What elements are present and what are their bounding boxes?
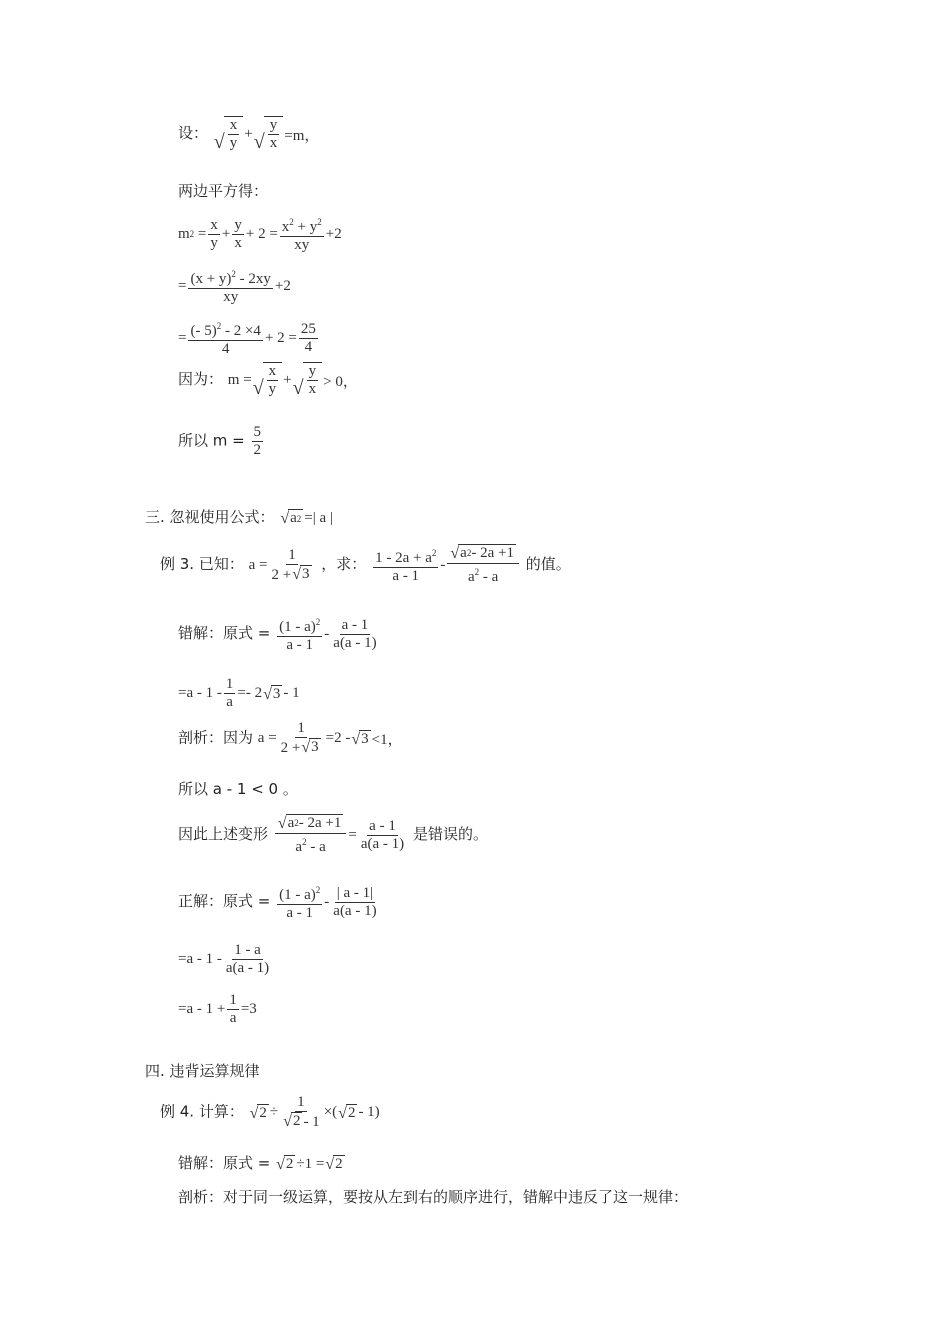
analysis-line-1: 剖析：因为 a = 1 2 + √ 3 =2 - √ 3 <1， xyxy=(178,720,403,756)
correct-solution-line-2: =a - 1 - $\frac{1 - a}{a(a - 1)}$ xyxy=(178,942,270,976)
analysis-4: 剖析：对于同一级运算，要按从左到右的顺序进行，错解中违反了这一规律： xyxy=(178,1188,689,1206)
example-4: 例 4. 计算： √ 2 ÷ 1 √ 2 - 1 ×( √ 2 - 1) xyxy=(160,1094,380,1130)
line-m-squared: m 2 = $\frac{x}{y}$ + $\frac{y}{x}$ + 2 = $\frac{x^2 + y^2}{xy}$ +2 xyxy=(178,214,342,254)
line-so-m: 所以 m = $\frac{5}{2}$ xyxy=(178,424,261,458)
eq-m: =m， xyxy=(284,127,320,144)
wrong-solution-line-2: =a - 1 - $\frac{1}{a}$ =- 2 √ 3 - 1 xyxy=(178,676,300,710)
section-3-heading: 三. 忽视使用公式： √ a 2 =| a | xyxy=(145,508,333,527)
section-4-heading: 四. 违背运算规律 xyxy=(145,1062,260,1080)
correct-solution-line-3: =a - 1 + $\frac{1}{a}$ =3 xyxy=(178,992,257,1026)
text-label: 设： xyxy=(178,124,209,142)
line-because: 因为： m = √ $\frac{x}{y}$ + √ $\frac{y}{x}$ > 0， xyxy=(178,363,358,399)
sqrt-x-over-y: √ $\frac{x}{y}$ xyxy=(214,116,243,152)
wrong-solution-4: 错解：原式 = √ 2 ÷1 = √ 2 xyxy=(178,1154,343,1173)
analysis-line-2: 所以 a - 1 < 0 。 xyxy=(178,780,298,798)
line-expand: = $\frac{(x + y)^2 - 2xy}{xy}$ +2 xyxy=(178,266,291,306)
line-substitute: = $\frac{(- 5)^2 - 2 \times 4}{4}$ + 2 = $\frac{25}{4}$ xyxy=(178,318,320,358)
correct-solution-line-1: 正解：原式 = $\frac{(1 - a)^2}{a - 1}$ - $\frac{| a - 1|}{a(a - 1)}$ xyxy=(178,882,381,922)
wrong-solution-line-1: 错解：原式 = $\frac{(1 - a)^2}{a - 1}$ - $\frac{a - 1}{a(a - 1)}$ xyxy=(178,614,381,654)
sqrt-y-over-x: √ $\frac{y}{x}$ xyxy=(254,116,283,152)
line-square-both: 两边平方得： xyxy=(178,182,269,200)
line-set-m: 设： √ $\frac{x}{y}$ + √ $\frac{y}{x}$ =m， xyxy=(178,117,320,153)
example-3: 例 3. 已知： a = 1 2 + √ 3 ，求： $\frac{1 - 2a + a^2}{a - 1}$ - √ a 2 - 2a +1 $a^2$ - a 的值。 xyxy=(160,545,571,585)
analysis-line-3: 因此上述变形 √ a 2 - 2a +1 $a^2$ - a = $\frac{a - 1}{a(a - 1)}$ 是错误的。 xyxy=(178,815,488,855)
